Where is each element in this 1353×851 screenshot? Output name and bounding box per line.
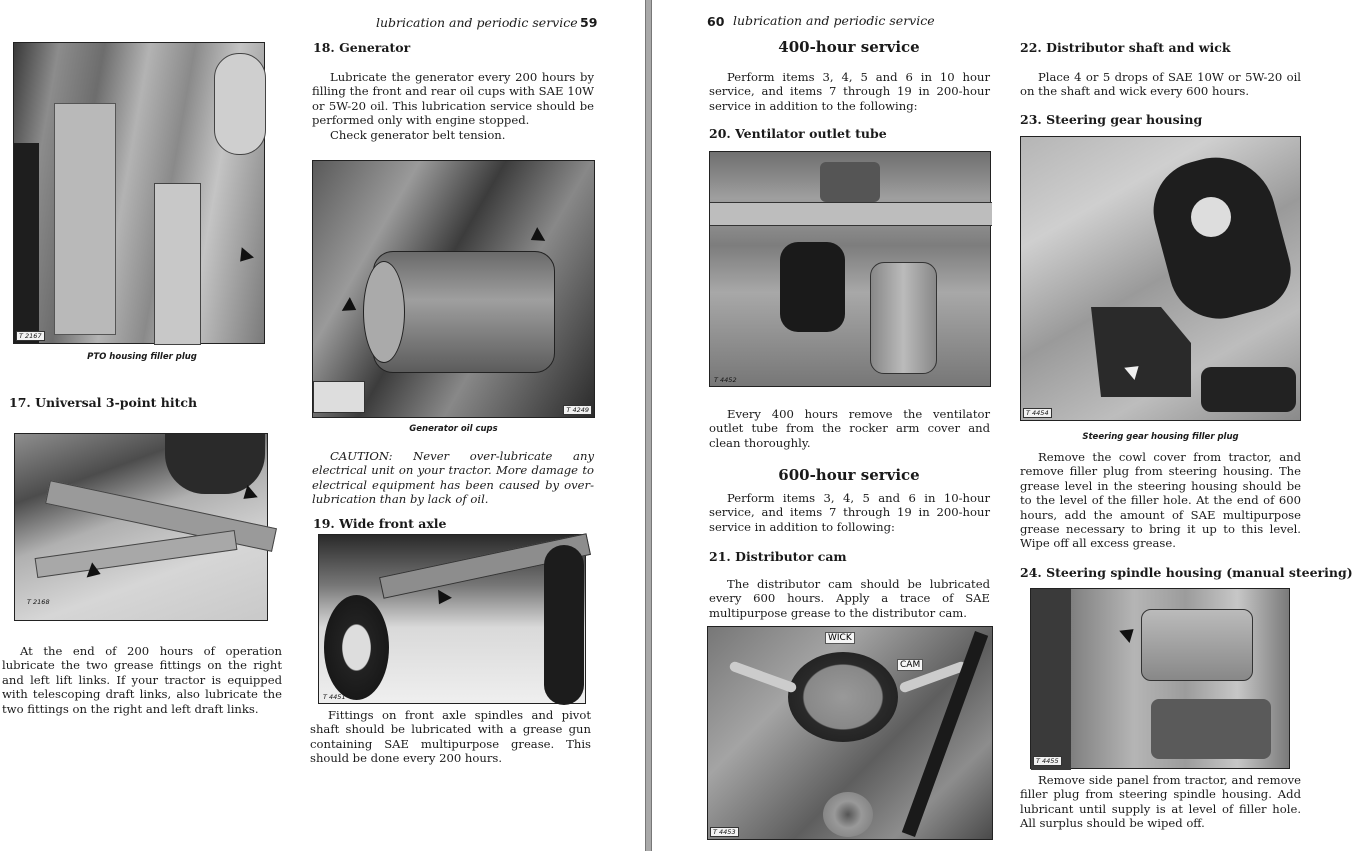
arrow-icon bbox=[234, 247, 254, 266]
callout-cam: CAM bbox=[897, 659, 923, 671]
arrow-icon bbox=[342, 297, 360, 317]
ventilator-outlet-tube-photo bbox=[709, 151, 991, 387]
three-point-hitch-photo bbox=[14, 433, 268, 621]
running-head: lubrication and periodic service bbox=[376, 15, 578, 30]
wide-front-axle-photo bbox=[318, 534, 586, 704]
item-21-body bbox=[709, 577, 990, 620]
item-18-body bbox=[312, 70, 594, 142]
steering-gear-housing-photo bbox=[1020, 136, 1301, 421]
page-number: 59 bbox=[580, 15, 598, 30]
item-20-heading: 20. Ventilator outlet tube bbox=[709, 126, 887, 141]
distributor-cam-photo bbox=[707, 626, 993, 840]
section-title-400-hour: 400-hour service bbox=[778, 38, 920, 56]
service-600-body bbox=[709, 491, 990, 534]
paragraph: Every 400 hours remove the ventilator outlet tube from the rocker arm cover and clean thoroughly. bbox=[709, 407, 990, 450]
photo-id: T 4454 bbox=[1023, 408, 1052, 418]
pto-housing-photo bbox=[13, 42, 265, 344]
paragraph: Place 4 or 5 drops of SAE 10W or 5W-20 oil on the shaft and wick every 600 hours. bbox=[1020, 70, 1301, 99]
item-19-body bbox=[310, 708, 591, 766]
photo-id: T 4249 bbox=[563, 405, 592, 415]
item-20-body bbox=[709, 407, 990, 450]
paragraph: At the end of 200 hours of operation lubricate the two grease fittings on the right and left lift links. If your tractor is equipped with telescoping draft links, also lubricate the two fittings on the right and left draft links. bbox=[2, 644, 282, 716]
callout-wick: WICK bbox=[825, 632, 855, 644]
photo-caption: Steering gear housing filler plug bbox=[1082, 432, 1239, 442]
item-17-body bbox=[2, 644, 282, 716]
paragraph: Remove the cowl cover from tractor, and remove filler plug from steering housing. The grease level in the steering housing should be to the level of the filler hole. At the end of 600 hours, add the amount of SAE multipurpose grease necessary to bring it up to this level. Wipe off all excess grease. bbox=[1020, 450, 1301, 551]
generator-photo bbox=[312, 160, 595, 418]
photo-caption: PTO housing filler plug bbox=[87, 352, 197, 362]
paragraph: Perform items 3, 4, 5 and 6 in 10-hour service, and items 7 through 19 in 200-hour service in addition to following: bbox=[709, 491, 990, 534]
paragraph: Check generator belt tension. bbox=[330, 127, 506, 142]
item-24-body bbox=[1020, 773, 1301, 831]
item-21-heading: 21. Distributor cam bbox=[709, 549, 847, 564]
steering-spindle-housing-photo bbox=[1030, 588, 1290, 769]
item-23-heading: 23. Steering gear housing bbox=[1020, 112, 1203, 127]
right-page bbox=[652, 0, 1353, 851]
photo-id: T 4451 bbox=[323, 693, 346, 701]
arrow-icon bbox=[432, 590, 452, 608]
caution-text: CAUTION: Never over-lubricate any electrical unit on your tractor. More damage to electrical equipment has been caused by over-lubrication than by lack of oil. bbox=[312, 449, 594, 507]
item-19-heading: 19. Wide front axle bbox=[313, 516, 447, 531]
photo-id: T 4452 bbox=[714, 376, 737, 384]
item-22-body bbox=[1020, 70, 1301, 99]
page-number: 60 bbox=[707, 14, 725, 29]
photo-id: T 4455 bbox=[1033, 756, 1062, 766]
photo-id: T 2167 bbox=[16, 331, 45, 341]
left-page bbox=[0, 0, 645, 851]
item-23-body bbox=[1020, 450, 1301, 551]
item-18-heading: 18. Generator bbox=[313, 40, 411, 55]
item-24-heading: 24. Steering spindle housing (manual steering) bbox=[1020, 565, 1353, 580]
photo-caption: Generator oil cups bbox=[409, 424, 498, 434]
section-title-600-hour: 600-hour service bbox=[778, 466, 920, 484]
photo-id: T 4453 bbox=[710, 827, 739, 837]
item-22-heading: 22. Distributor shaft and wick bbox=[1020, 40, 1231, 55]
caution-note bbox=[312, 449, 594, 507]
item-17-heading: 17. Universal 3-point hitch bbox=[9, 395, 198, 410]
paragraph: Fittings on front axle spindles and pivot shaft should be lubricated with a grease gun containing SAE multipurpose grease. This should be done every 200 hours. bbox=[310, 708, 591, 766]
photo-id: T 2168 bbox=[27, 598, 50, 606]
arrow-icon bbox=[1119, 623, 1138, 643]
service-400-body bbox=[709, 70, 990, 113]
arrow-icon bbox=[527, 227, 545, 247]
paragraph: Remove side panel from tractor, and remove filler plug from steering spindle housing. Add lubricant until supply is at level of filler hole. All surplus should be wiped off. bbox=[1020, 773, 1301, 831]
page-divider bbox=[645, 0, 652, 851]
paragraph: Perform items 3, 4, 5 and 6 in 10 hour service, and items 7 through 19 in 200-hour service in addition to the following: bbox=[709, 70, 990, 113]
paragraph: The distributor cam should be lubricated every 600 hours. Apply a trace of SAE multipurpose grease to the distributor cam. bbox=[709, 577, 990, 620]
paragraph: Lubricate the generator every 200 hours by filling the front and rear oil cups with SAE 10W or 5W-20 oil. This lubrication service should be performed only with engine stopped. bbox=[312, 70, 594, 128]
running-head: lubrication and periodic service bbox=[733, 13, 935, 28]
